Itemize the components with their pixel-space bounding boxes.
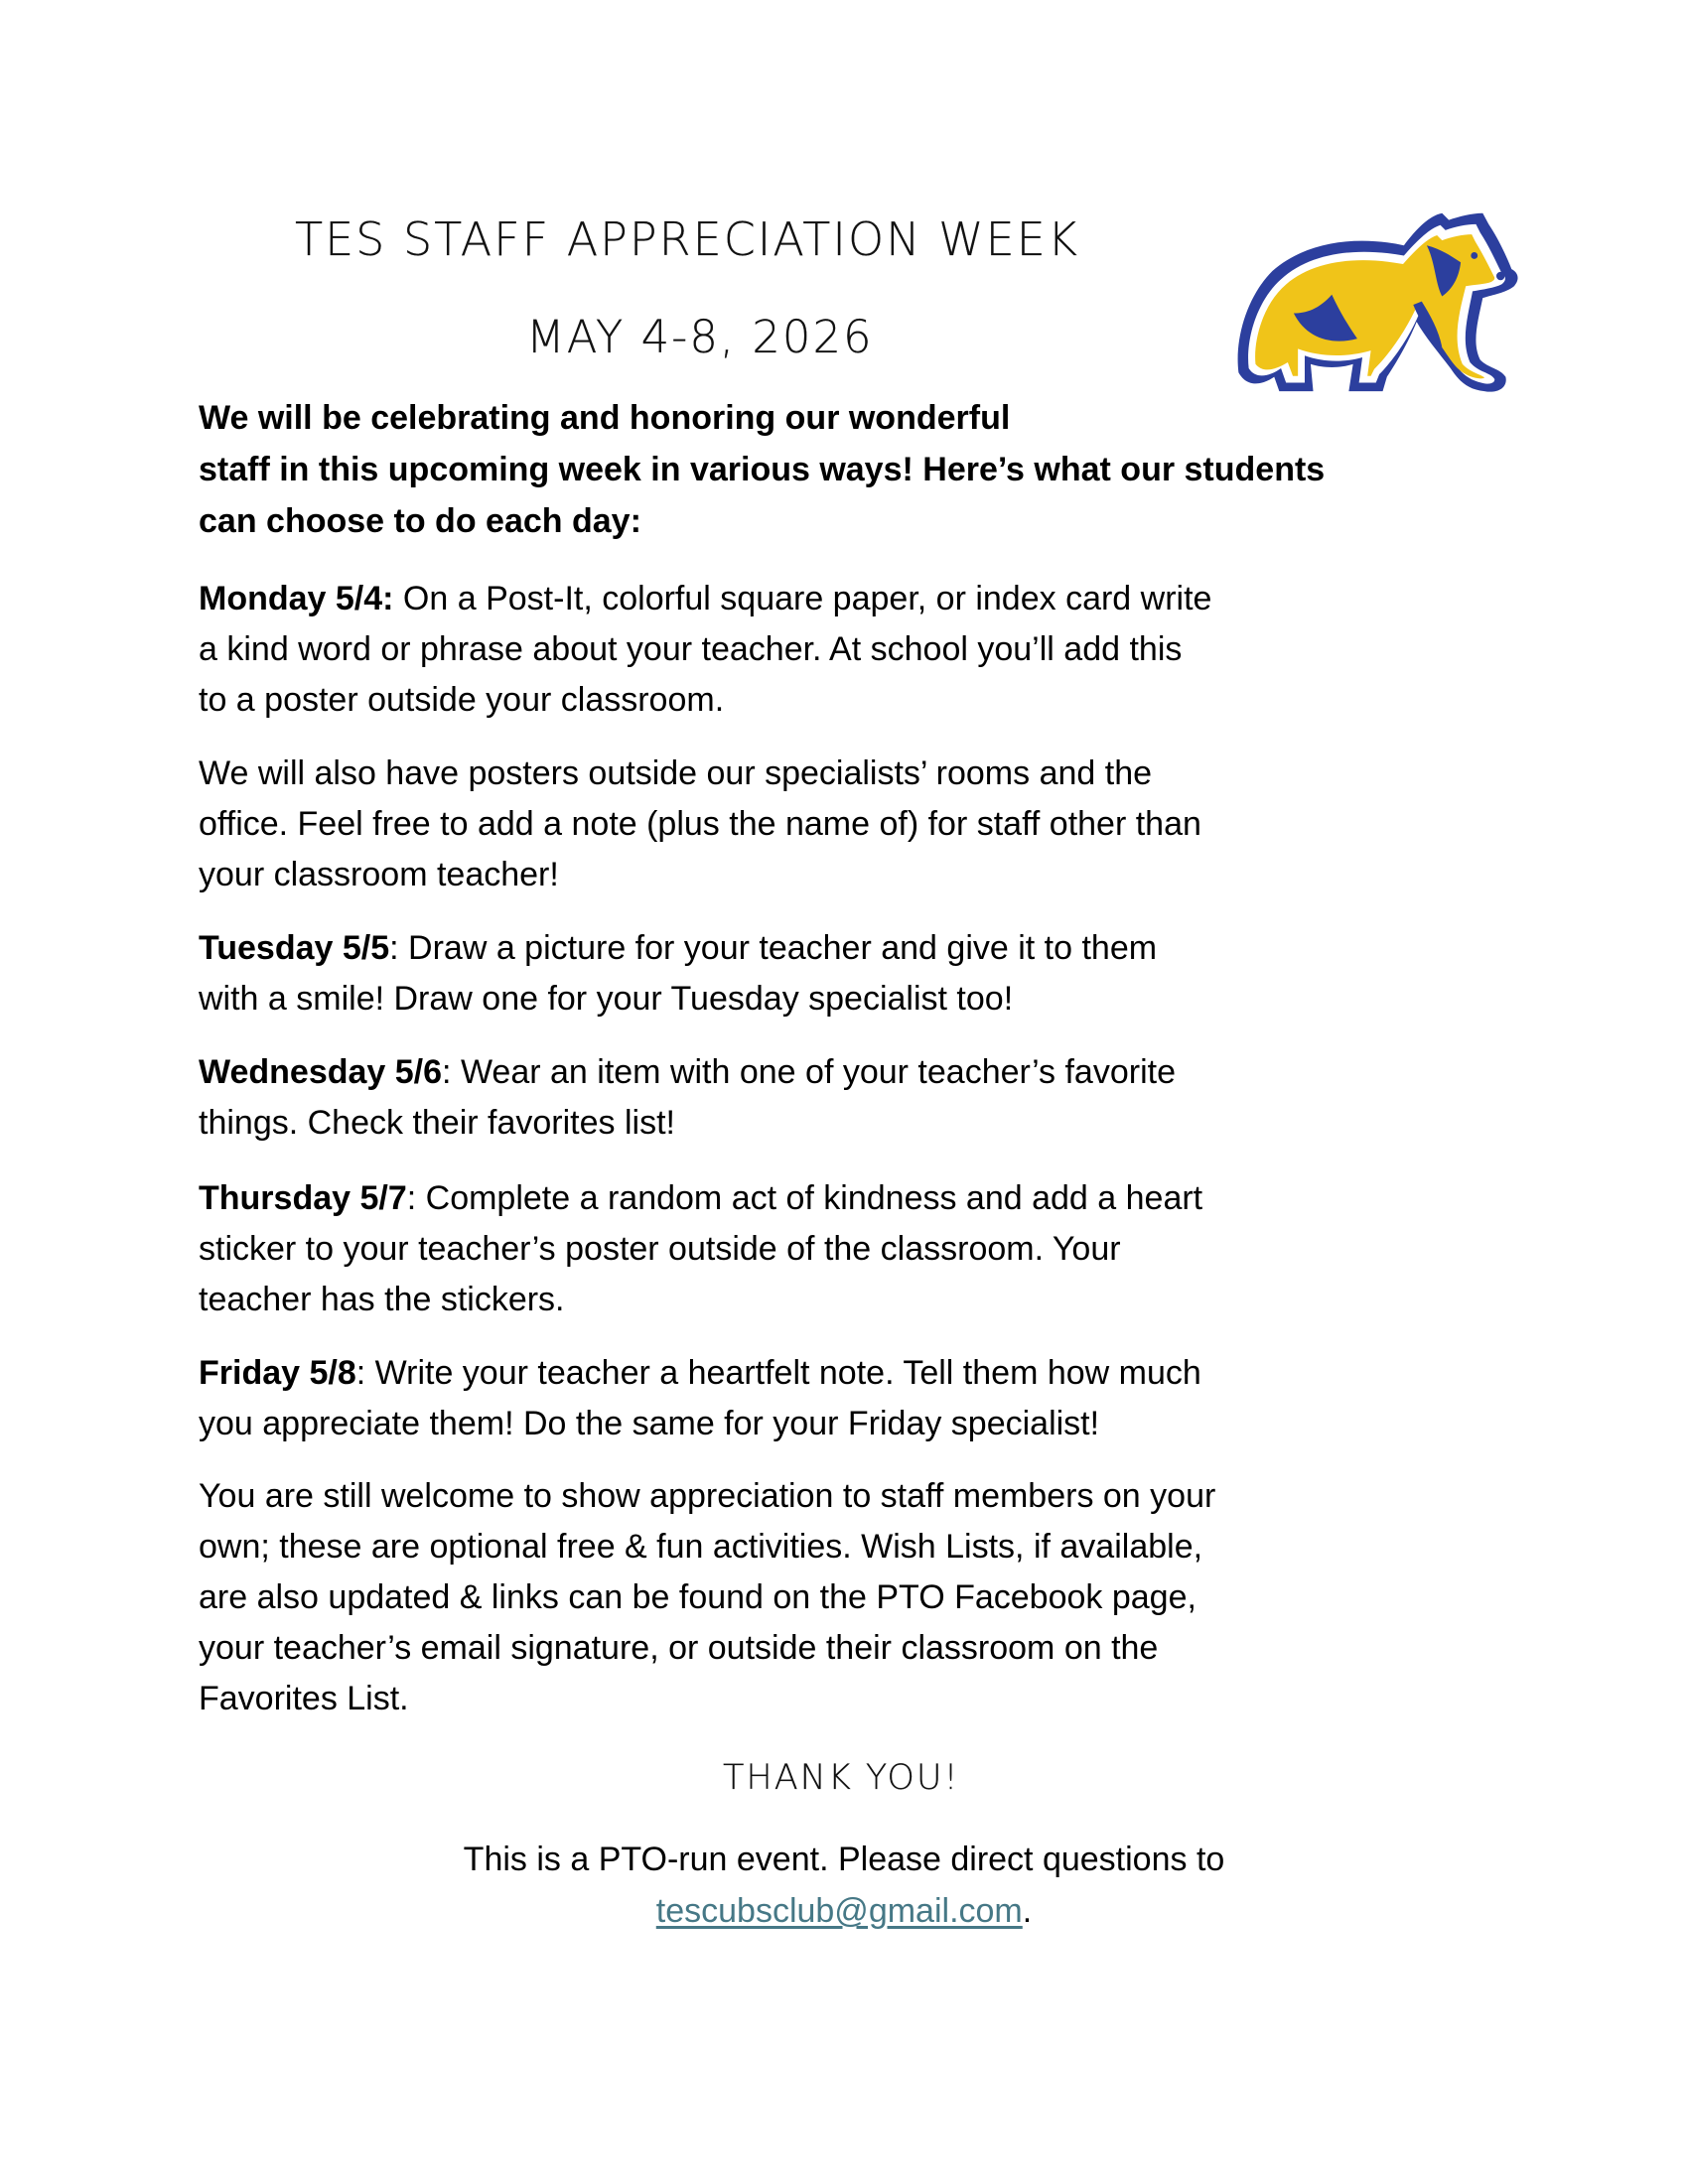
email-wrap	[656, 1891, 1032, 1931]
intro-line: can choose to do each day:	[199, 502, 641, 540]
monday-line: Monday 5/4: On a Post-It, colorful square paper, or index card write	[199, 580, 1212, 617]
day-label: Wednesday 5/6	[199, 1053, 443, 1091]
tuesday-line: Tuesday 5/5: Draw a picture for your teacher and give it to them	[199, 929, 1158, 967]
contact-line	[0, 1840, 1688, 1879]
thursday-line: teacher has the stickers.	[199, 1281, 565, 1318]
friday-line: Friday 5/8: Write your teacher a heartfelt note. Tell them how much	[199, 1354, 1201, 1392]
posters-line: We will also have posters outside our specialists’ rooms and the	[199, 754, 1153, 792]
intro-line: We will be celebrating and honoring our wonderful	[199, 399, 1011, 437]
tuesday-line: with a smile! Draw one for your Tuesday specialist too!	[199, 980, 1014, 1018]
closing-line: own; these are optional free & fun activities. Wish Lists, if available,	[199, 1528, 1203, 1566]
thursday-line: sticker to your teacher’s poster outside of the classroom. Your	[199, 1230, 1121, 1268]
bear-mascot-logo	[1209, 195, 1539, 415]
email-link[interactable]: tescubsclub@gmail.com	[655, 1892, 1023, 1930]
day-label: Friday 5/8	[199, 1354, 356, 1392]
closing-line: your teacher’s email signature, or outside their classroom on the	[199, 1629, 1159, 1667]
wednesday-line: things. Check their favorites list!	[199, 1104, 675, 1142]
closing-line: Favorites List.	[199, 1680, 409, 1717]
bear-eye	[1471, 252, 1477, 259]
posters-line: office. Feel free to add a note (plus the name of) for staff other than	[199, 805, 1201, 843]
page-title: TES STAFF APPRECIATION WEEK	[295, 212, 1079, 266]
email-line	[0, 1891, 1688, 1931]
posters-line: your classroom teacher!	[199, 856, 559, 893]
friday-line: you appreciate them! Do the same for your Friday specialist!	[199, 1405, 1100, 1442]
event-date: MAY 4-8, 2026	[526, 311, 874, 363]
thank-you-heading: THANK YOU!	[723, 1758, 960, 1798]
monday-line: to a poster outside your classroom.	[199, 681, 725, 719]
contact-text: This is a PTO-run event. Please direct questions to	[463, 1841, 1225, 1878]
monday-line: a kind word or phrase about your teacher. At school you’ll add this	[199, 630, 1183, 668]
day-label: Monday 5/4:	[199, 580, 394, 617]
wednesday-line: Wednesday 5/6: Wear an item with one of your teacher’s favorite	[199, 1053, 1176, 1091]
closing-line: You are still welcome to show appreciation to staff members on your	[199, 1477, 1216, 1515]
intro-line: staff in this upcoming week in various ways! Here’s what our students	[199, 451, 1326, 488]
email-period: .	[1022, 1892, 1033, 1930]
day-label: Thursday 5/7	[199, 1179, 407, 1217]
day-label: Tuesday 5/5	[199, 929, 390, 967]
thursday-line: Thursday 5/7: Complete a random act of kindness and add a heart	[199, 1179, 1203, 1217]
closing-line: are also updated & links can be found on the PTO Facebook page,	[199, 1578, 1196, 1616]
